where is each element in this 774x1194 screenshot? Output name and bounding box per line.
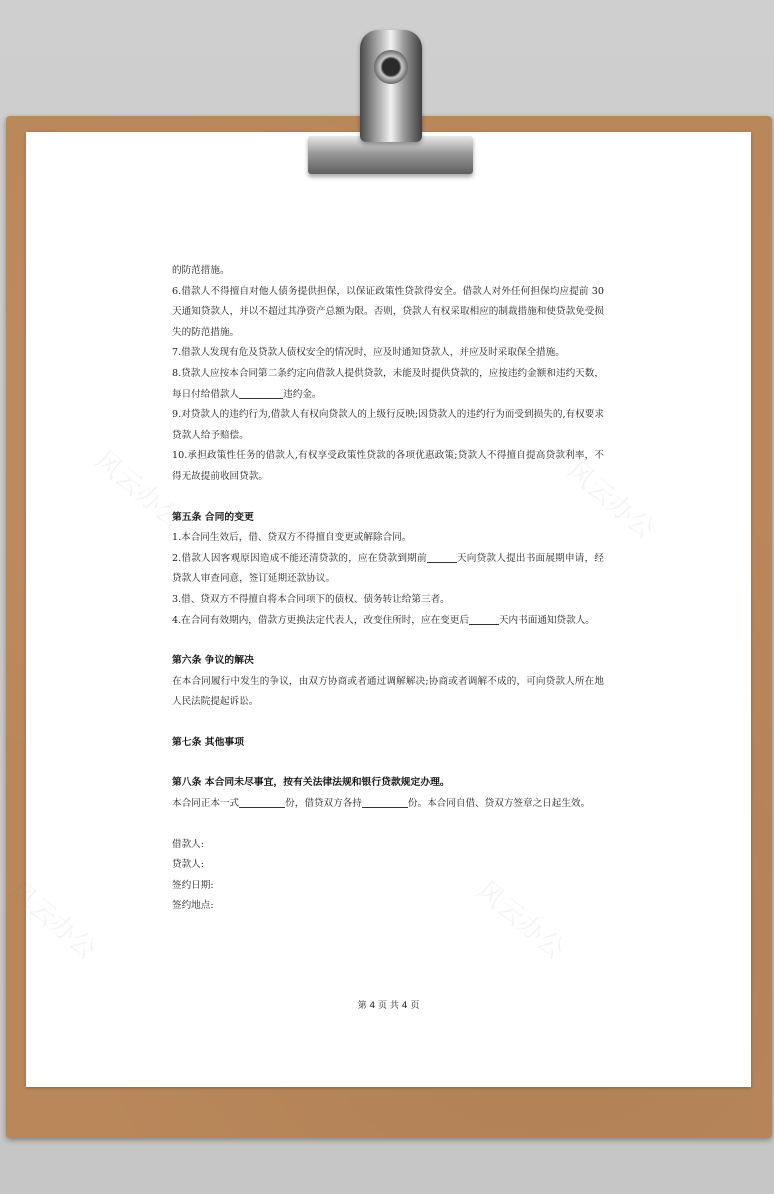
watermark: 风云办公 xyxy=(2,875,102,966)
paragraph-item-10: 10.承担政策性任务的借款人,有权享受政策性贷款的各项优惠政策;贷款人不得擅自提高贷款利率，不得无故提前收回贷款。 xyxy=(172,450,604,482)
section-8-text-b: 份，借贷双方各持 xyxy=(285,798,362,810)
section-5-p2-text: 2.借款人因客观原因造成不能还清贷款的，应在贷款到期前 xyxy=(172,552,427,564)
signature-date: 签约日期: xyxy=(172,879,214,891)
binder-clip-arm xyxy=(360,30,422,142)
paragraph-item-7: 7.借款人发现有危及贷款人债权安全的情况时，应及时通知贷款人，并应及时采取保全措施。 xyxy=(172,347,565,359)
section-5-p4 xyxy=(172,611,604,632)
watermark: 风云办公 xyxy=(470,875,570,966)
item8-text: 8.贷款人应按本合同第二条约定向借款人提供贷款，未能及时提供贷款的，应按违约金额和违约天数，每日付给借款人 xyxy=(172,367,604,400)
section-5-p2-text-end: 天向贷款人提出书面展期申请，经贷款人审查同意，签订延期还款协议。 xyxy=(172,552,604,585)
page-number: 第 4 页 共 4 页 xyxy=(357,1001,420,1011)
watermark: 风云办公 xyxy=(560,455,660,546)
blank-each-copies[interactable] xyxy=(362,795,408,808)
section-5-p4-text: 4.在合同有效期内，借款方更换法定代表人，改变住所时，应在变更后 xyxy=(172,614,469,626)
signature-lender: 贷款人: xyxy=(172,859,205,871)
section-8-title: 第八条 本合同未尽事宜，按有关法律法规和银行贷款规定办理。 xyxy=(172,777,450,789)
section-5-p2 xyxy=(172,549,604,590)
blank-notice-days[interactable] xyxy=(469,612,499,625)
contract-body xyxy=(172,261,604,917)
blank-penalty-amount[interactable] xyxy=(239,386,283,399)
section-5-p1: 1.本合同生效后，借、贷双方不得擅自变更或解除合同。 xyxy=(172,532,412,544)
section-5-title: 第五条 合同的变更 xyxy=(172,511,254,523)
section-5-p3: 3.借、贷双方不得擅自将本合同项下的债权、债务转让给第三者。 xyxy=(172,593,450,605)
paragraph-item-9: 9.对贷款人的违约行为,借款人有权向贷款人的上级行反映;因贷款人的违约行为而受到损失的,有权要求贷款人给予赔偿。 xyxy=(172,409,604,441)
section-8-p1 xyxy=(172,794,604,815)
blank-original-copies[interactable] xyxy=(239,795,285,808)
section-8-text-c: 份。本合同自借、贷双方签章之日起生效。 xyxy=(407,798,591,810)
binder-clip-ring xyxy=(374,50,408,84)
paragraph-item-8 xyxy=(172,364,604,405)
section-6-p1: 在本合同履行中发生的争议，由双方协商或者通过调解解决;协商或者调解不成的，可向贷款人所在地人民法院提起诉讼。 xyxy=(172,675,604,708)
signature-borrower: 借款人: xyxy=(172,838,205,850)
item8-text-end: 违约金。 xyxy=(283,388,322,400)
watermark: 风云办公 xyxy=(88,445,188,536)
section-6-title: 第六条 争议的解决 xyxy=(172,655,254,667)
paragraph-item-6: 6.借款人不得擅自对他人债务提供担保，以保证政策性贷款得安全。借款人对外任何担保均应提前 30 天通知贷款人，并以不超过其净资产总额为限。否则，贷款人有权采取相应的制裁措施和使贷款免受损失的防范措施。 xyxy=(172,285,604,338)
blank-extension-days[interactable] xyxy=(427,550,457,563)
signature-place: 签约地点: xyxy=(172,900,214,912)
section-8-text-a: 本合同正本一式 xyxy=(172,798,240,810)
paragraph: 的防范措施。 xyxy=(172,265,230,276)
section-5-p4-text-end: 天内书面通知贷款人。 xyxy=(498,614,595,626)
section-7-title: 第七条 其他事项 xyxy=(172,736,244,748)
